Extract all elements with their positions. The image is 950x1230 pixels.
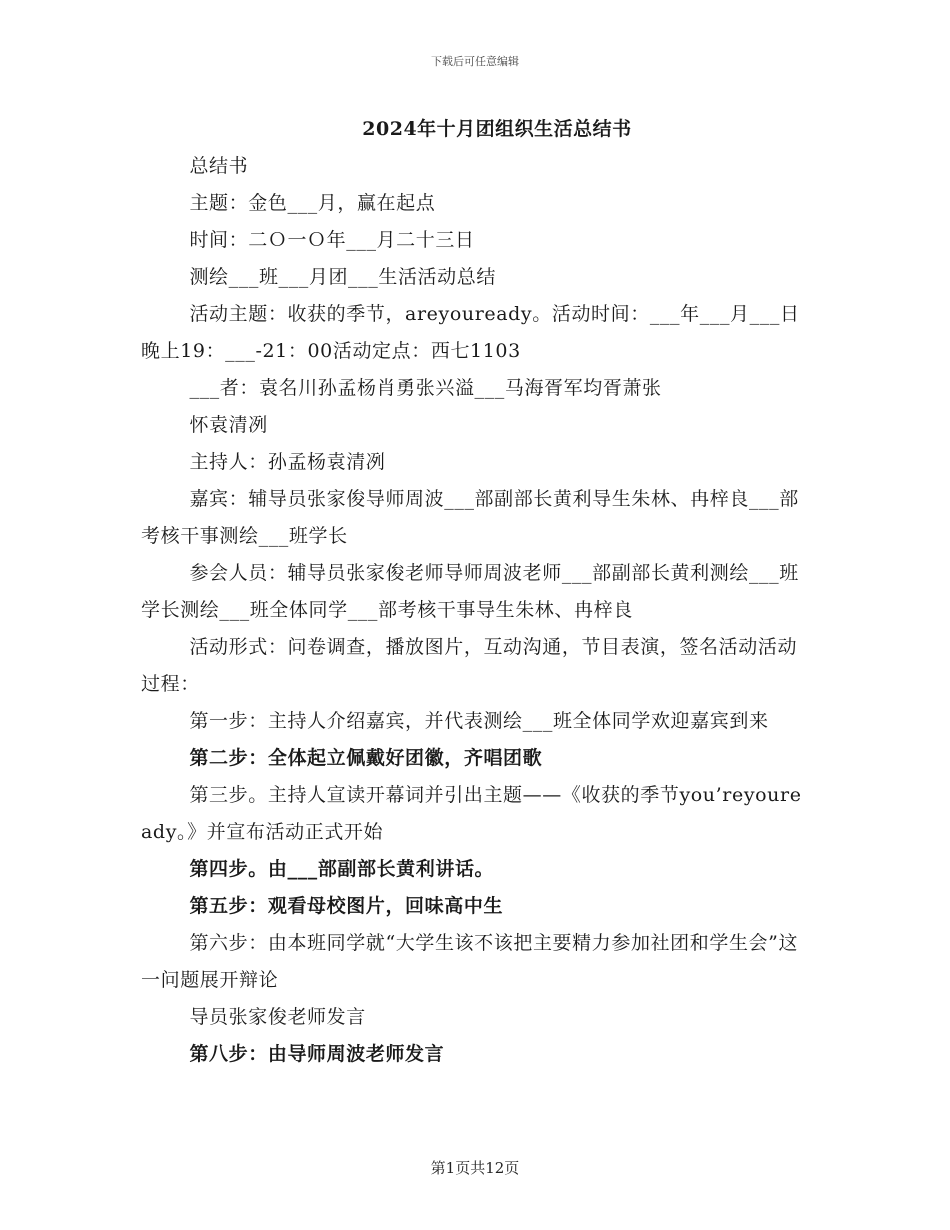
- page-header-note: 下载后可任意编辑: [431, 55, 519, 68]
- paragraph-step-4: 第四步。由___部副部长黄利讲话。: [189, 858, 495, 880]
- document-title: 2024年十月团组织生活总结书: [362, 118, 632, 140]
- paragraph-organizers-cont: 怀袁清冽: [189, 414, 268, 436]
- paragraph-step-5: 第五步：观看母校图片，回味高中生: [189, 895, 504, 917]
- paragraph-date: 时间：二Ｏ一Ｏ年___月二十三日: [189, 229, 475, 251]
- paragraph-doc-label: 总结书: [189, 155, 249, 177]
- paragraph-step-6: 第六步：由本班同学就“大学生该不该把主要精力参加社团和学生会”这一问题展开辩论: [141, 932, 799, 991]
- paragraph-attendees: 参会人员：辅导员张家俊老师导师周波老师___部副部长黄利测绘___班学长测绘___班全体同学___部考核干事导生朱林、冉梓良: [141, 562, 799, 621]
- paragraph-step-3: 第三步。主持人宣读开幕词并引出主题——《收获的季节you’reyouready。》并宣布活动正式开始: [141, 784, 802, 843]
- paragraph-theme: 主题：金色___月，赢在起点: [189, 192, 436, 214]
- paragraph-step-7: 导员张家俊老师发言: [189, 1006, 366, 1028]
- paragraph-organizers: ___者：袁名川孙孟杨肖勇张兴溢___马海胥军均胥萧张: [189, 377, 662, 399]
- page-number: 第1页共12页: [430, 1159, 520, 1177]
- paragraph-hosts: 主持人：孙孟杨袁清冽: [189, 451, 386, 473]
- paragraph-format: 活动形式：问卷调查，播放图片，互动沟通，节目表演，签名活动活动过程：: [141, 636, 798, 695]
- paragraph-guests: 嘉宾：辅导员张家俊导师周波___部副部长黄利导生朱林、冉梓良___部考核干事测绘___班学长: [141, 488, 799, 547]
- paragraph-summary-heading: 测绘___班___月团___生活活动总结: [189, 266, 496, 288]
- paragraph-step-2: 第二步：全体起立佩戴好团徽，齐唱团歌: [189, 747, 543, 769]
- paragraph-step-1: 第一步：主持人介绍嘉宾，并代表测绘___班全体同学欢迎嘉宾到来: [189, 710, 769, 732]
- paragraph-activity-info: 活动主题：收获的季节，areyouready。活动时间：___年___月___日晚上19：___-21：00活动定点：西七1103: [141, 303, 800, 362]
- document-body: [141, 148, 813, 1073]
- paragraph-step-8: 第八步：由导师周波老师发言: [189, 1043, 445, 1065]
